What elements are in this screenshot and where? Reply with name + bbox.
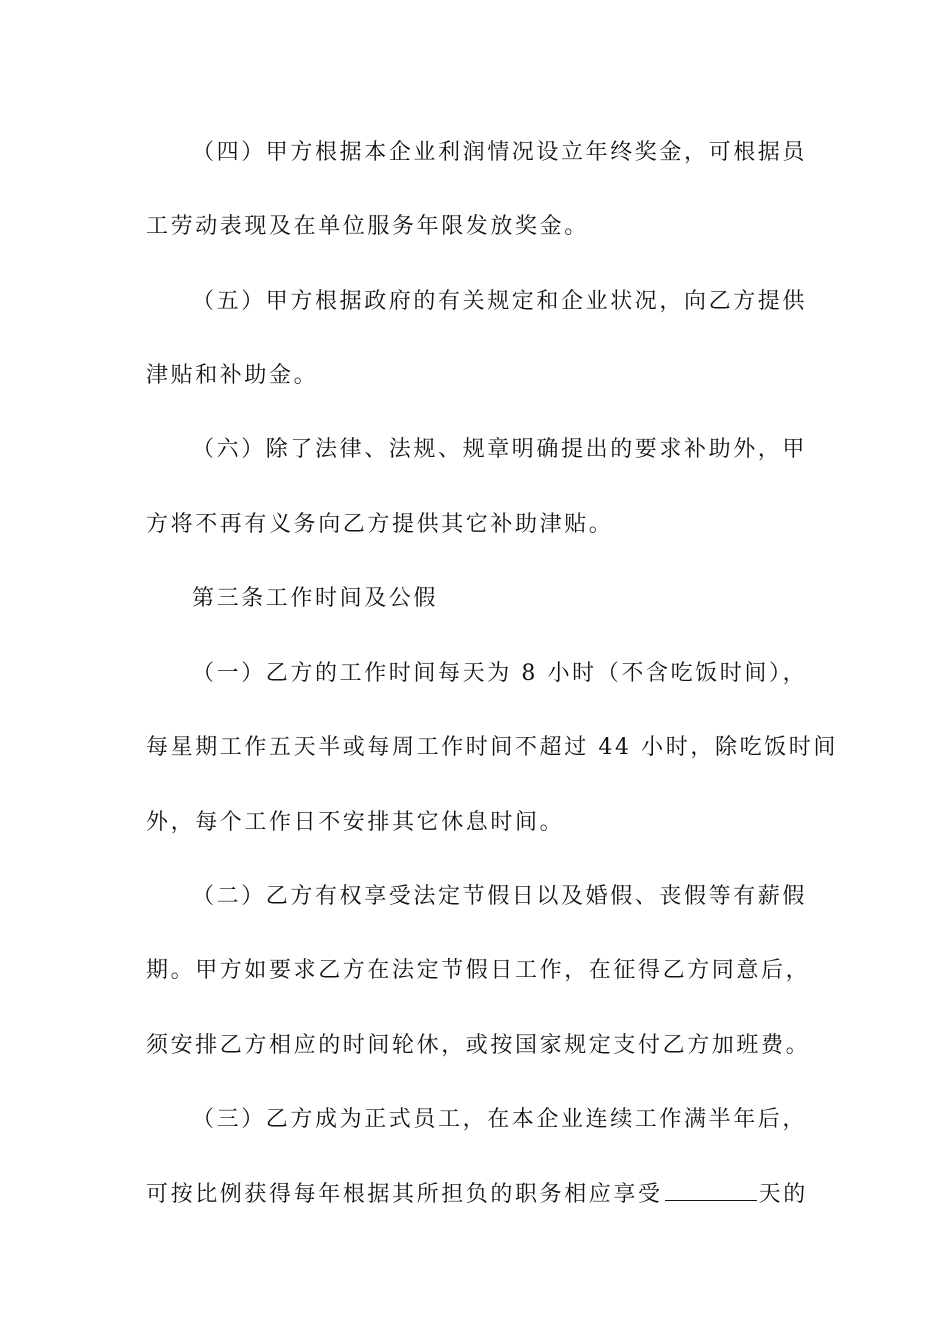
paragraph-line: 津贴和补助金。 [146,363,319,388]
paragraph-line: （六）除了法律、法规、规章明确提出的要求补助外，甲 [192,437,808,462]
paragraph-line: （三）乙方成为正式员工，在本企业连续工作满半年后， [192,1107,808,1132]
text-after-blank: 天的 [758,1182,808,1207]
paragraph-line: （一）乙方的工作时间每天为 8 小时（不含吃饭时间）， [192,661,808,686]
fill-in-blank [665,1176,757,1201]
paragraph-line: 期。甲方如要求乙方在法定节假日工作，在征得乙方同意后， [146,958,811,983]
paragraph-line: 方将不再有义务向乙方提供其它补助津贴。 [146,512,614,537]
paragraph-line: 外，每个工作日不安排其它休息时间。 [146,810,565,835]
paragraph-line: （五）甲方根据政府的有关规定和企业状况，向乙方提供 [192,289,808,314]
paragraph-line: （二）乙方有权享受法定节假日以及婚假、丧假等有薪假 [192,884,808,909]
paragraph-line: 须安排乙方相应的时间轮休，或按国家规定支付乙方加班费。 [146,1033,811,1058]
paragraph-line: 每星期工作五天半或每周工作时间不超过 44 小时，除吃饭时间 [146,735,838,760]
text-before-blank: 可按比例获得每年根据其所担负的职务相应享受 [146,1182,663,1207]
paragraph-line-with-blank [146,1175,826,1215]
paragraph-line: 工劳动表现及在单位服务年限发放奖金。 [146,214,589,239]
section-heading: 第三条工作时间及公假 [192,586,439,611]
paragraph-line: （四）甲方根据本企业利润情况设立年终奖金，可根据员 [192,140,808,165]
